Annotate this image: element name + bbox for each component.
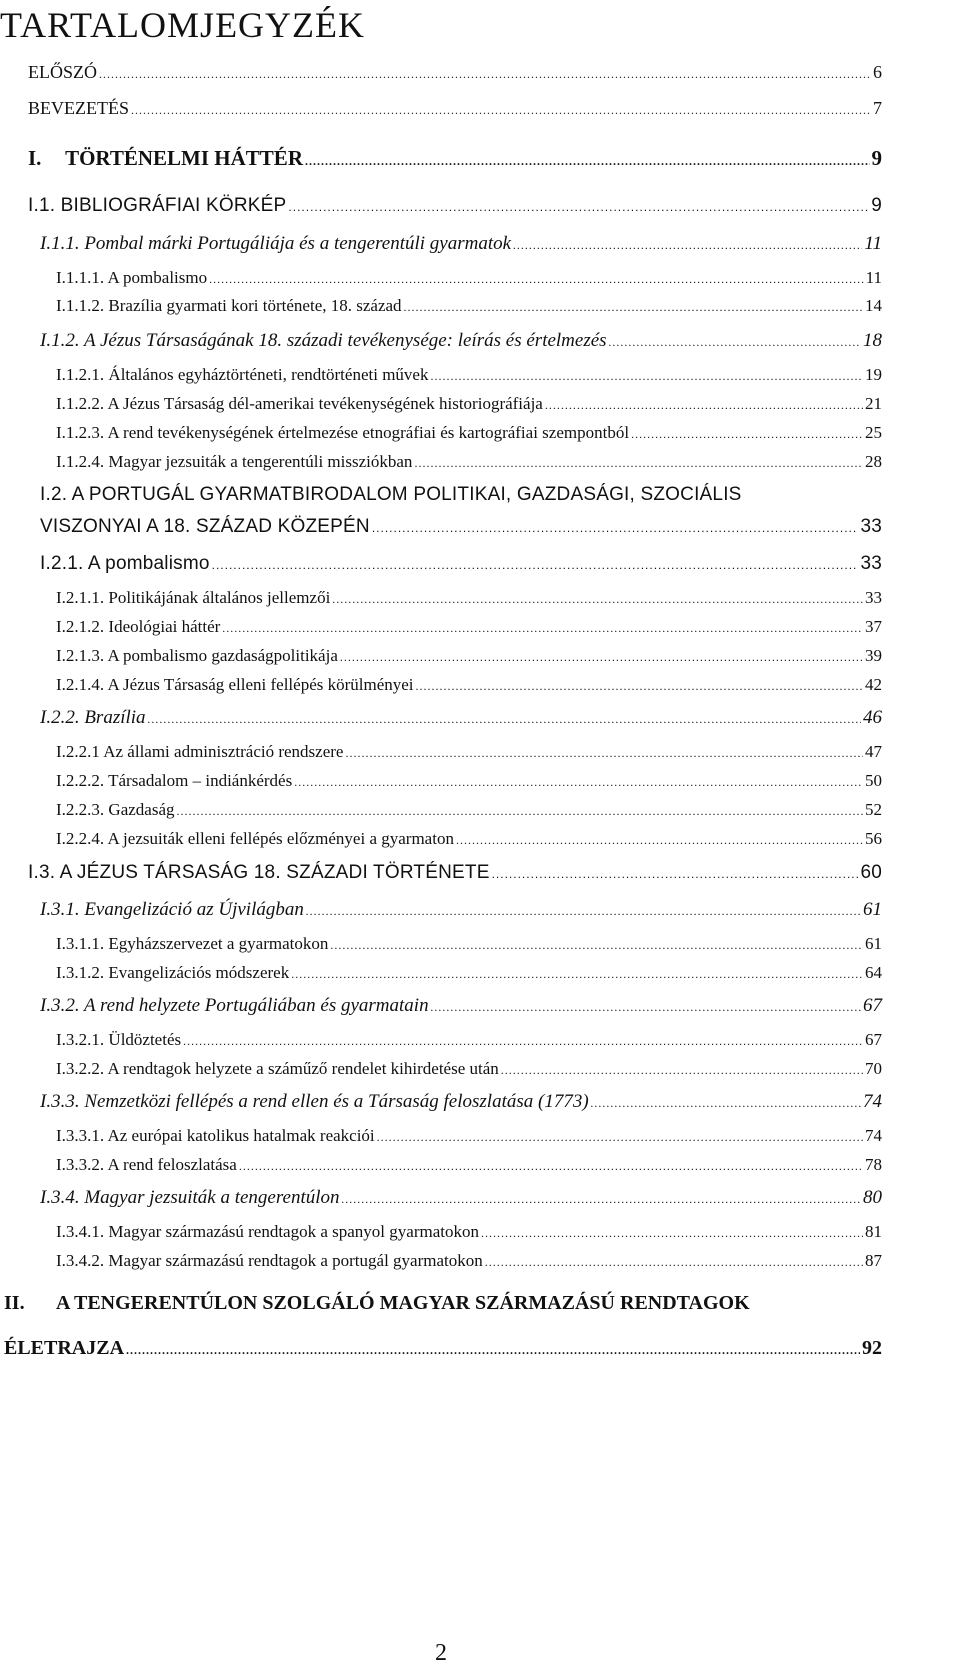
- toc-entry-page: 81: [865, 1222, 882, 1241]
- toc-entry-page: 28: [865, 452, 882, 471]
- toc-leader-dots: [456, 833, 863, 848]
- toc-leader-dots: [330, 938, 863, 953]
- toc-entry-page: 9: [871, 195, 882, 216]
- toc-entry-page: 19: [865, 365, 882, 384]
- toc-entry: [28, 195, 882, 217]
- toc-entry: [40, 484, 882, 506]
- toc-entry-page: 42: [865, 675, 882, 694]
- toc-entry-page: 61: [863, 899, 882, 920]
- toc-entry-label: I.3.2. A rend helyzete Portugáliában és gyarmatain: [40, 995, 429, 1016]
- toc-entry-page: 33: [865, 588, 882, 607]
- toc-leader-dots: [545, 398, 863, 413]
- toc-entry-page: 21: [865, 394, 882, 413]
- toc-entry: [56, 771, 882, 791]
- toc-entry: [56, 1030, 882, 1050]
- toc-entry-page: 52: [865, 800, 882, 819]
- toc-entry-label: I.2.2.1 Az állami adminisztráció rendszere: [56, 742, 344, 761]
- toc-entry: [56, 934, 882, 954]
- toc-leader-dots: [131, 103, 871, 118]
- toc-leader-dots: [294, 775, 863, 790]
- toc-entry-page: 92: [862, 1337, 882, 1359]
- toc-leader-dots: [485, 1255, 863, 1270]
- toc-entry-label: I.3.4. Magyar jezsuiták a tengerentúlon: [40, 1187, 340, 1208]
- toc-entry-label: I.1.2. A Jézus Társaságának 18. századi tevékenysége: leírás és értelmezés: [40, 330, 607, 351]
- toc-entry-page: 61: [865, 934, 882, 953]
- toc-leader-dots: [591, 1096, 861, 1111]
- toc-entry-label: I.3.3.2. A rend feloszlatása: [56, 1155, 237, 1174]
- toc-entry-label: ELŐSZÓ: [28, 62, 97, 82]
- toc-leader-dots: [416, 679, 863, 694]
- toc-entry: [56, 963, 882, 983]
- toc-entry: [56, 452, 882, 472]
- toc-entry-page: 46: [863, 707, 882, 728]
- toc-entry: [40, 330, 882, 352]
- toc-leader-dots: [342, 1192, 861, 1207]
- toc-entry-number: I.: [28, 146, 42, 170]
- toc-entry-page: 74: [863, 1091, 882, 1112]
- toc-entry-label: I.2.2.4. A jezsuiták elleni fellépés előzményei a gyarmaton: [56, 829, 454, 848]
- toc-leader-dots: [291, 967, 863, 982]
- toc-leader-dots: [492, 867, 859, 881]
- toc-entry-page: 67: [865, 1030, 882, 1049]
- toc-entry-label: ÉLETRAJZA: [4, 1337, 125, 1359]
- toc-leader-dots: [481, 1226, 863, 1241]
- toc-leader-dots: [513, 238, 862, 253]
- toc-entry-label: I.2. A PORTUGÁL GYARMATBIRODALOM POLITIKAI, GAZDASÁGI, SZOCIÁLIS: [40, 484, 742, 505]
- toc-leader-dots: [306, 904, 861, 919]
- toc-entry-page: 60: [860, 862, 882, 883]
- toc-entry-page: 70: [865, 1059, 882, 1078]
- toc-entry-page: 78: [865, 1155, 882, 1174]
- toc-entry: [28, 62, 882, 83]
- toc-entry-page: 6: [873, 62, 882, 82]
- toc-entry-page: 25: [865, 423, 882, 442]
- toc-entry-page: 47: [865, 742, 882, 761]
- toc-leader-dots: [288, 200, 869, 214]
- toc-entry-page: 39: [865, 646, 882, 665]
- toc-entry-label: I.1.2.1. Általános egyháztörténeti, rendtörténeti művek: [56, 365, 429, 384]
- toc-entry-page: 11: [864, 233, 882, 254]
- toc-entry-label: I.3.3.1. Az európai katolikus hatalmak reakciói: [56, 1126, 375, 1145]
- toc-entry: [40, 1187, 882, 1209]
- toc-entry: [56, 423, 882, 443]
- toc-entry-label: I.2.1.4. A Jézus Társaság elleni fellépés körülményei: [56, 675, 414, 694]
- toc-leader-dots: [609, 335, 861, 350]
- toc-entry-page: 33: [860, 516, 882, 537]
- toc-leader-dots: [430, 369, 863, 384]
- toc-entry-page: 56: [865, 829, 882, 848]
- toc-entry-page: 37: [865, 617, 882, 636]
- toc-leader-dots: [212, 558, 859, 572]
- page-title: TARTALOMJEGYZÉK: [0, 5, 366, 45]
- toc-entry: [56, 1222, 882, 1242]
- toc-entry-label: I.3.1. Evangelizáció az Újvilágban: [40, 899, 304, 920]
- toc-leader-dots: [377, 1130, 863, 1145]
- toc-entry: [56, 1155, 882, 1175]
- toc-entry: [28, 146, 882, 171]
- toc-entry: [40, 516, 882, 538]
- toc-entry-label: I.2.2. Brazília: [40, 707, 146, 728]
- toc-entry-label: I.1.2.4. Magyar jezsuiták a tengerentúli missziókban: [56, 452, 413, 471]
- toc-entry: [56, 365, 882, 385]
- toc-entry-label: I.3.1.1. Egyházszervezet a gyarmatokon: [56, 934, 329, 953]
- toc-entry-number: II.: [4, 1292, 25, 1314]
- toc-entry-label: I.1.1. Pombal márki Portugáliája és a tengerentúli gyarmatok: [40, 233, 512, 254]
- toc-entry: [56, 1059, 882, 1079]
- toc-entry: [56, 829, 882, 849]
- toc-entry-label: I.1.1.2. Brazília gyarmati kori története, 18. század: [56, 296, 402, 315]
- toc-leader-dots: [183, 1034, 863, 1049]
- toc-entry-label: I.1. BIBLIOGRÁFIAI KÖRKÉP: [28, 195, 287, 216]
- toc-entry-page: 9: [871, 146, 882, 170]
- toc-entry-label: I.2.1. A pombalismo: [40, 553, 210, 574]
- toc-entry: [40, 553, 882, 575]
- toc-entry-label: I.3.4.2. Magyar származású rendtagok a portugál gyarmatokon: [56, 1251, 483, 1270]
- toc-entry: [56, 800, 882, 820]
- toc-leader-dots: [631, 427, 863, 442]
- toc-entry-page: 18: [863, 330, 882, 351]
- toc-entry-label: I.2.1.2. Ideológiai háttér: [56, 617, 221, 636]
- toc-entry-label: I.2.2.3. Gazdaság: [56, 800, 175, 819]
- toc-entry-page: 14: [865, 296, 882, 315]
- toc-entry: [56, 588, 882, 608]
- toc-entry-label: I.1.1.1. A pombalismo: [56, 268, 208, 287]
- toc-entry-label: I.2.1.3. A pombalismo gazdaságpolitikája: [56, 646, 338, 665]
- toc-entry: [40, 707, 882, 729]
- toc-leader-dots: [99, 67, 871, 82]
- toc-entry-label: I.1.2.2. A Jézus Társaság dél-amerikai tevékenységének historiográfiája: [56, 394, 543, 413]
- toc-entry-label: I.1.2.3. A rend tevékenységének értelmezése etnográfiai és kartográfiai szempontból: [56, 423, 630, 442]
- toc-leader-dots: [222, 621, 863, 636]
- page-number: 2: [435, 1640, 447, 1666]
- toc-leader-dots: [209, 272, 864, 287]
- toc-entry-page: 74: [865, 1126, 882, 1145]
- toc-entry-label: I.2.2.2. Társadalom – indiánkérdés: [56, 771, 293, 790]
- toc-entry: [40, 233, 882, 255]
- toc-entry-page: 7: [873, 98, 882, 118]
- toc-entry: [28, 98, 882, 119]
- toc-entry-page: 64: [865, 963, 882, 982]
- toc-entry-label: A TENGERENTÚLON SZOLGÁLÓ MAGYAR SZÁRMAZÁSÚ RENDTAGOK: [56, 1292, 750, 1314]
- toc-leader-dots: [372, 521, 859, 535]
- toc-leader-dots: [345, 746, 863, 761]
- toc-entry-label: BEVEZETÉS: [28, 98, 129, 118]
- toc-leader-dots: [431, 1000, 861, 1015]
- toc-leader-dots: [414, 456, 863, 471]
- toc-entry-page: 33: [860, 553, 882, 574]
- toc-leader-dots: [148, 712, 861, 727]
- toc-leader-dots: [404, 300, 863, 315]
- toc-leader-dots: [340, 650, 863, 665]
- toc-entry-page: 50: [865, 771, 882, 790]
- toc-entry-label: I.2.1.1. Politikájának általános jellemzői: [56, 588, 331, 607]
- toc-entry: [56, 296, 882, 316]
- toc-entry: [56, 268, 882, 288]
- toc-entry-label: I.3.3. Nemzetközi fellépés a rend ellen és a Társaság feloszlatása (1773): [40, 1091, 589, 1112]
- toc-leader-dots: [332, 592, 863, 607]
- toc-leader-dots: [239, 1159, 863, 1174]
- toc-entry: [56, 1251, 882, 1271]
- toc-entry: [4, 1292, 882, 1315]
- toc-entry: [56, 675, 882, 695]
- toc-entry: [40, 995, 882, 1017]
- toc-entry: [56, 742, 882, 762]
- toc-entry: [56, 646, 882, 666]
- toc-entry-label: I.3.1.2. Evangelizációs módszerek: [56, 963, 290, 982]
- toc-leader-dots: [305, 154, 870, 169]
- toc-entry: [4, 1337, 882, 1360]
- toc-entry: [40, 899, 882, 921]
- toc-entry-label: TÖRTÉNELMI HÁTTÉR: [65, 146, 303, 170]
- toc-entry-page: 80: [863, 1187, 882, 1208]
- toc-entry: [56, 617, 882, 637]
- toc-entry-page: 87: [865, 1251, 882, 1270]
- toc-entry: [40, 1091, 882, 1113]
- toc-entry-label: VISZONYAI A 18. SZÁZAD KÖZEPÉN: [40, 516, 370, 537]
- toc-entry: [56, 394, 882, 414]
- toc-entry-label: I.3. A JÉZUS TÁRSASÁG 18. SZÁZADI TÖRTÉNETE: [28, 862, 490, 883]
- toc-leader-dots: [126, 1343, 860, 1358]
- toc-entry: [56, 1126, 882, 1146]
- toc-entry-label: I.3.4.1. Magyar származású rendtagok a spanyol gyarmatokon: [56, 1222, 479, 1241]
- toc-leader-dots: [501, 1063, 863, 1078]
- toc-entry-label: I.3.2.1. Üldöztetés: [56, 1030, 182, 1049]
- toc-entry: [28, 862, 882, 884]
- toc-entry-label: I.3.2.2. A rendtagok helyzete a száműző rendelet kihirdetése után: [56, 1059, 499, 1078]
- toc-entry-page: 67: [863, 995, 882, 1016]
- toc-entry-page: 11: [865, 268, 882, 287]
- toc-leader-dots: [177, 804, 864, 819]
